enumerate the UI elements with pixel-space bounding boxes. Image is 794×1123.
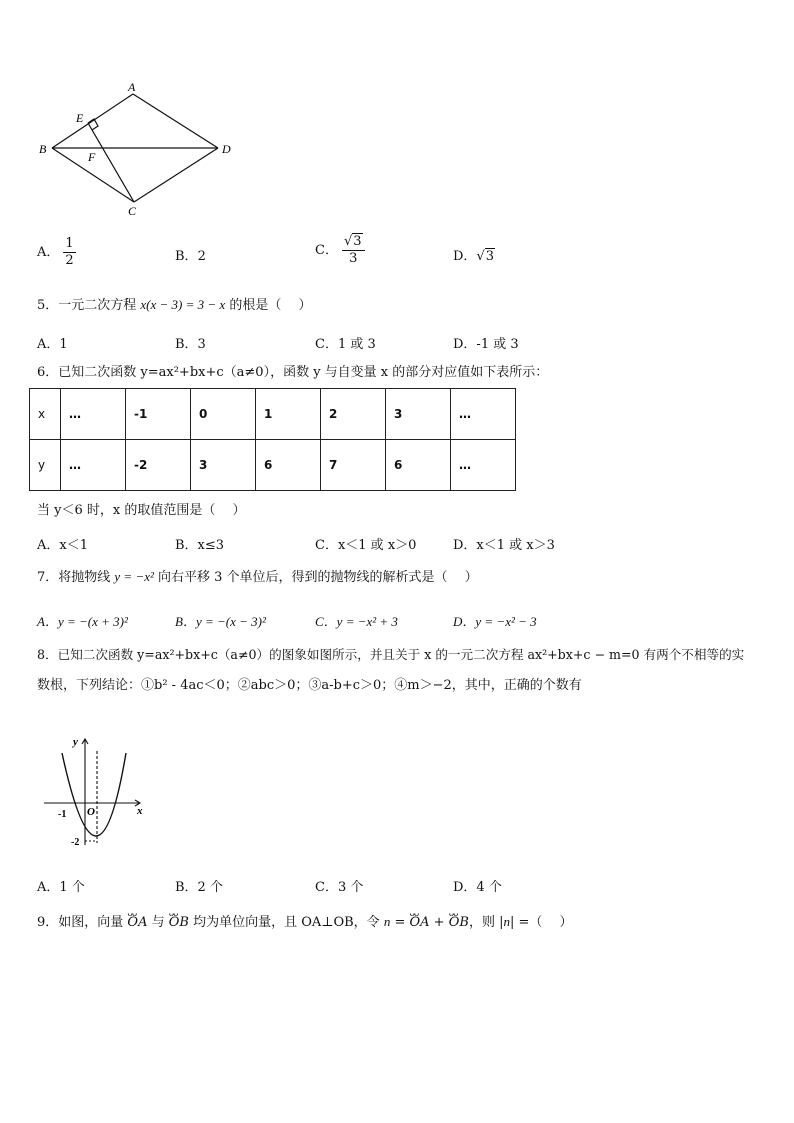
table-cell: -2	[126, 440, 191, 491]
q8-option-a[interactable]: A．1 个	[37, 880, 85, 895]
q6-option-c[interactable]: C．x＜1 或 x＞0	[315, 538, 417, 553]
q8-stem-line1: 8．已知二次函数 y=ax²+bx+c（a≠0）的图象如图所示，并且关于 x 的一元二次方程 ax²+bx+c − m=0 有两个不相等的实	[37, 647, 745, 662]
sqrt-3: √3	[476, 249, 495, 264]
q4-option-b[interactable]: B．2	[175, 249, 206, 264]
label-c: C	[128, 204, 137, 218]
vector-oa: ᴗᴗ OA	[127, 914, 147, 932]
table-row-x	[30, 389, 516, 440]
q7-option-d[interactable]: D．y = −x² − 3	[453, 614, 537, 629]
vector-n-abs: n	[503, 914, 510, 929]
table-cell: 3	[386, 389, 451, 440]
q9-stem: 9．如图，向量 ᴗᴗ OA 与 ᴗᴗ OB 均为单位向量，且 OA⊥OB，令 n = ᴗᴗ OA + ᴗᴗ OB，则 |n| =（ ）	[37, 913, 573, 932]
q8-option-c[interactable]: C．3 个	[315, 880, 364, 895]
vector-ob-sum: ᴗᴗ OB	[449, 914, 469, 932]
q8-option-d[interactable]: D．4 个	[453, 880, 502, 895]
table-header-x: x	[30, 389, 61, 440]
fraction-root3-over-3: $\frac{√3}{3}$	[342, 234, 365, 267]
table-cell: 3	[191, 440, 256, 491]
q5-option-b[interactable]: B．3	[175, 337, 206, 352]
table-row-y	[30, 440, 516, 491]
q6-option-d[interactable]: D．x＜1 或 x＞3	[453, 538, 555, 553]
table-cell: 0	[191, 389, 256, 440]
table-cell: …	[61, 389, 126, 440]
label-f: F	[88, 150, 96, 164]
q6-option-a[interactable]: A．x＜1	[37, 538, 88, 553]
q5-stem: 5．一元二次方程 x(x − 3) = 3 − x 的根是（ ）	[37, 297, 312, 313]
vector-n: n	[383, 914, 391, 929]
q5-option-c[interactable]: C．1 或 3	[315, 337, 376, 352]
label-x-axis: x	[137, 805, 143, 817]
table-cell: -1	[126, 389, 191, 440]
label-tick-x: -1	[58, 809, 67, 820]
q8-stem-line2: 数根，下列结论：①b² - 4ac＜0；②abc＞0；③a-b+c＞0；④m＞−2，其中，正确的个数有	[37, 678, 582, 693]
q5-option-a[interactable]: A．1	[37, 337, 68, 352]
q4-option-a[interactable]: A． $\frac{1}{2}$	[37, 236, 74, 268]
label-origin: O	[87, 806, 95, 818]
q7-option-c[interactable]: C．y = −x² + 3	[315, 614, 398, 629]
table-cell: 1	[256, 389, 321, 440]
parabola-curve	[62, 753, 126, 836]
q5-option-d[interactable]: D．-1 或 3	[453, 337, 519, 352]
q4-option-d[interactable]: D．√3	[453, 249, 495, 264]
table-header-y: y	[30, 440, 61, 491]
q7-stem: 7．将抛物线 y = −x² 向右平移 3 个单位后，得到的抛物线的解析式是（ ）	[37, 569, 478, 585]
table-cell: …	[451, 389, 516, 440]
table-cell: 6	[386, 440, 451, 491]
q8-option-b[interactable]: B．2 个	[175, 880, 223, 895]
parabola-graph	[40, 733, 155, 853]
side-ab	[52, 94, 133, 148]
side-dc	[134, 148, 218, 202]
q6-option-b[interactable]: B．x≤3	[175, 538, 225, 553]
label-tick-y: -2	[71, 837, 80, 848]
vector-ob: ᴗᴗ OB	[169, 914, 189, 932]
table-cell: 7	[321, 440, 386, 491]
label-a: A	[128, 80, 136, 94]
q6-question: 当 y＜6 时，x 的取值范围是（ ）	[37, 503, 246, 518]
label-b: B	[39, 142, 47, 156]
q6-value-table	[29, 388, 516, 491]
q7-option-b[interactable]: B．y = −(x − 3)²	[175, 614, 266, 629]
label-d: D	[222, 142, 231, 156]
table-cell: 6	[256, 440, 321, 491]
q4-option-c[interactable]: C． $\frac{√3}{3}$	[315, 234, 365, 267]
vector-oa-sum: ᴗᴗ OA	[410, 914, 430, 932]
q6-stem: 6．已知二次函数 y=ax²+bx+c（a≠0），函数 y 与自变量 x 的部分对应值如下表所示：	[37, 365, 549, 380]
side-ad	[133, 94, 218, 148]
rhombus-figure	[30, 78, 250, 223]
label-y-axis: y	[73, 736, 78, 748]
table-cell: …	[451, 440, 516, 491]
fraction-one-half: $\frac{1}{2}$	[65, 236, 74, 268]
table-cell: …	[61, 440, 126, 491]
q7-option-a[interactable]: A．y = −(x + 3)²	[37, 614, 128, 629]
label-e: E	[76, 111, 84, 125]
table-cell: 2	[321, 389, 386, 440]
